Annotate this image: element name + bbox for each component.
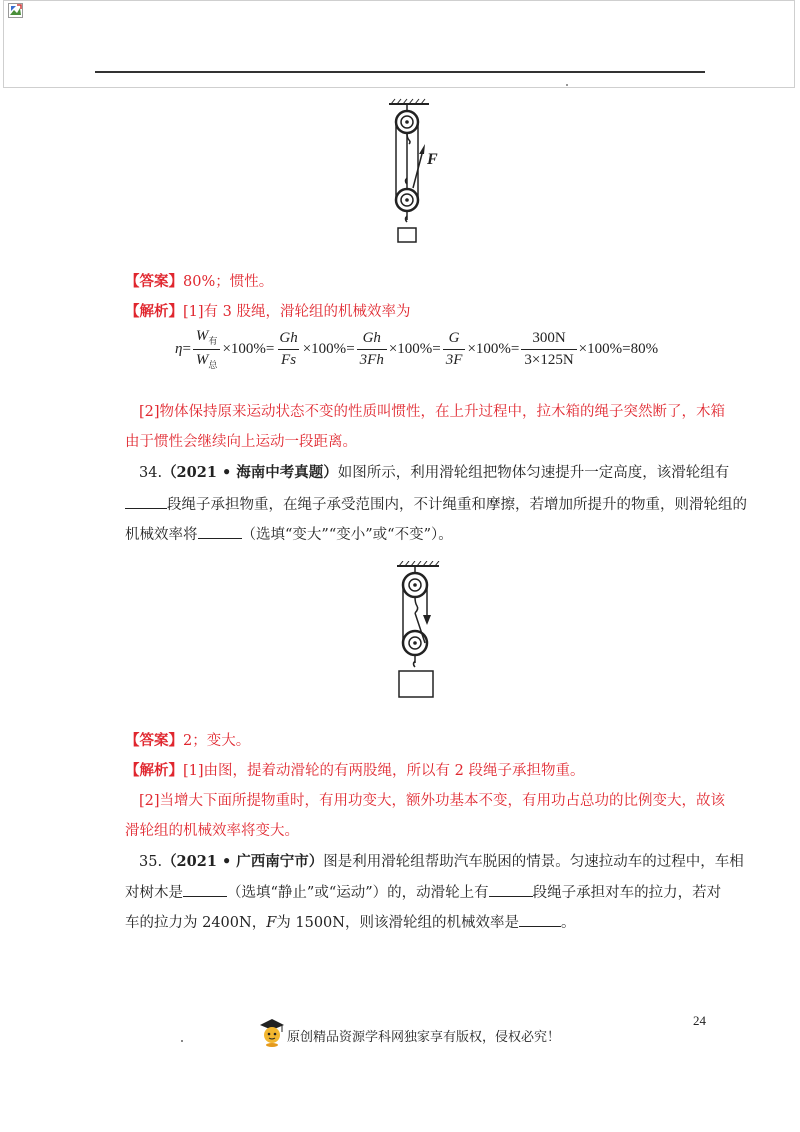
formula-frac-gh-3fh bbox=[357, 330, 387, 369]
w-you: W bbox=[195, 327, 209, 344]
answer-blank[interactable] bbox=[198, 524, 242, 539]
question-text: 机械效率将 bbox=[125, 527, 198, 543]
mascot-logo-icon bbox=[258, 1017, 286, 1047]
w-you-sub: 有 bbox=[208, 335, 218, 346]
q33-analysis-2-line1: [2]物体保持原来运动状态不变的性质叫惯性，在上升过程中，拉木箱的绳子突然断了，木箱 bbox=[139, 404, 726, 420]
analysis-label: 【解析】 bbox=[125, 303, 183, 320]
broken-image-icon bbox=[8, 3, 23, 18]
question-text: 图是利用滑轮组帮助汽车脱困的情景。匀速拉动车的过程中，车相 bbox=[323, 854, 744, 870]
q34-line2 bbox=[125, 494, 747, 515]
question-text: （选填“静止”或“运动”）的，动滑轮上有 bbox=[227, 885, 489, 901]
pulley-figure-q34 bbox=[395, 561, 445, 701]
page-number: 24 bbox=[693, 1013, 706, 1028]
question-text: 车的拉力为 2400N， bbox=[125, 915, 267, 931]
q33-answer bbox=[125, 272, 273, 292]
question-source: （2021 • 海南中考真题） bbox=[162, 464, 338, 481]
question-number: 35. bbox=[139, 854, 163, 870]
header-rule bbox=[95, 71, 705, 73]
page-header bbox=[3, 0, 795, 88]
frac-3f: 3F bbox=[443, 349, 466, 369]
frac-300n: 300N bbox=[532, 329, 566, 346]
formula-result: 80% bbox=[630, 340, 659, 357]
force-symbol: F bbox=[266, 915, 277, 931]
answer-blank[interactable] bbox=[183, 882, 227, 897]
formula-frac-numbers bbox=[521, 330, 576, 369]
analysis-label: 【解析】 bbox=[125, 762, 183, 779]
formula-pct-5: ×100% bbox=[578, 340, 623, 357]
frac-fs: Fs bbox=[278, 349, 299, 369]
formula-frac-gh-fs bbox=[276, 330, 300, 369]
q34-line3 bbox=[125, 524, 453, 545]
question-number: 34. bbox=[139, 465, 163, 481]
q34-line1 bbox=[139, 463, 729, 483]
analysis-text: [1]由图，提着动滑轮的有两股绳，所以有 2 段绳子承担物重。 bbox=[183, 763, 585, 779]
q33-analysis-1 bbox=[125, 302, 410, 322]
answer-blank[interactable] bbox=[519, 912, 561, 927]
answer-blank[interactable] bbox=[125, 494, 167, 509]
formula-pct-3: ×100% bbox=[388, 340, 433, 357]
analysis-text: [1]有 3 股绳，滑轮组的机械效率为 bbox=[183, 304, 411, 320]
answer-text: 2；变大。 bbox=[183, 733, 251, 749]
footer-dot bbox=[181, 1040, 183, 1042]
frac-gh: Gh bbox=[279, 329, 298, 346]
header-dot bbox=[566, 84, 568, 86]
q34-analysis-2-line1: [2]当增大下面所提物重时，有用功变大，额外功基本不变，有用功占总功的比例变大，故该 bbox=[139, 793, 726, 809]
w-zong-sub: 总 bbox=[208, 359, 218, 370]
question-text: 为 1500N，则该滑轮组的机械效率是 bbox=[276, 915, 519, 931]
question-text: 。 bbox=[560, 915, 576, 931]
force-label-f: F bbox=[427, 151, 438, 168]
q35-line1 bbox=[139, 852, 744, 872]
question-text: （选填“变大”“变小”或“不变”）。 bbox=[241, 527, 453, 543]
answer-label: 【答案】 bbox=[125, 273, 183, 290]
question-text: 如图所示，利用滑轮组把物体匀速提升一定高度，该滑轮组有 bbox=[337, 465, 730, 481]
formula-frac-g-3f bbox=[443, 330, 466, 369]
answer-label: 【答案】 bbox=[125, 732, 183, 749]
question-text: 段绳子承担物重，在绳子承受范围内，不计绳重和摩擦，若增加所提升的物重，则滑轮组的 bbox=[167, 497, 747, 513]
formula-eq: = bbox=[182, 340, 191, 357]
frac-3fh: 3Fh bbox=[357, 349, 387, 369]
q33-analysis-2-line2: 由于惯性会继续向上运动一段距离。 bbox=[125, 434, 357, 450]
formula-pct-1: ×100% bbox=[222, 340, 266, 357]
formula-eq: = bbox=[622, 340, 631, 357]
pulley-figure-q33 bbox=[383, 98, 443, 246]
frac-gh2: Gh bbox=[362, 329, 381, 346]
formula-eq: = bbox=[346, 340, 355, 357]
question-source: （2021 • 广西南宁市） bbox=[162, 853, 324, 870]
formula-pct-2: ×100% bbox=[302, 340, 347, 357]
formula-eq: = bbox=[510, 340, 520, 357]
question-text: 对树木是 bbox=[125, 885, 183, 901]
copyright-footer: 原创精品资源学科网独家享有版权，侵权必究！ bbox=[287, 1030, 561, 1045]
answer-blank[interactable] bbox=[489, 882, 533, 897]
q35-line3 bbox=[125, 912, 575, 933]
q34-answer bbox=[125, 731, 250, 751]
formula-pct-4: ×100% bbox=[467, 340, 511, 357]
q34-analysis-2-line2: 滑轮组的机械效率将变大。 bbox=[125, 823, 299, 839]
q34-analysis-1 bbox=[125, 761, 584, 781]
frac-3x125n: 3×125N bbox=[521, 349, 576, 369]
formula-eq: = bbox=[432, 340, 441, 357]
answer-text: 80%；惯性。 bbox=[183, 274, 274, 290]
frac-g: G bbox=[448, 329, 460, 346]
q35-line2 bbox=[125, 882, 721, 903]
efficiency-formula bbox=[175, 326, 658, 372]
formula-frac-w bbox=[193, 328, 221, 371]
question-text: 段绳子承担对车的拉力，若对 bbox=[532, 885, 722, 901]
w-zong: W bbox=[195, 351, 209, 368]
formula-eta: η bbox=[175, 340, 183, 357]
formula-eq: = bbox=[265, 340, 275, 357]
